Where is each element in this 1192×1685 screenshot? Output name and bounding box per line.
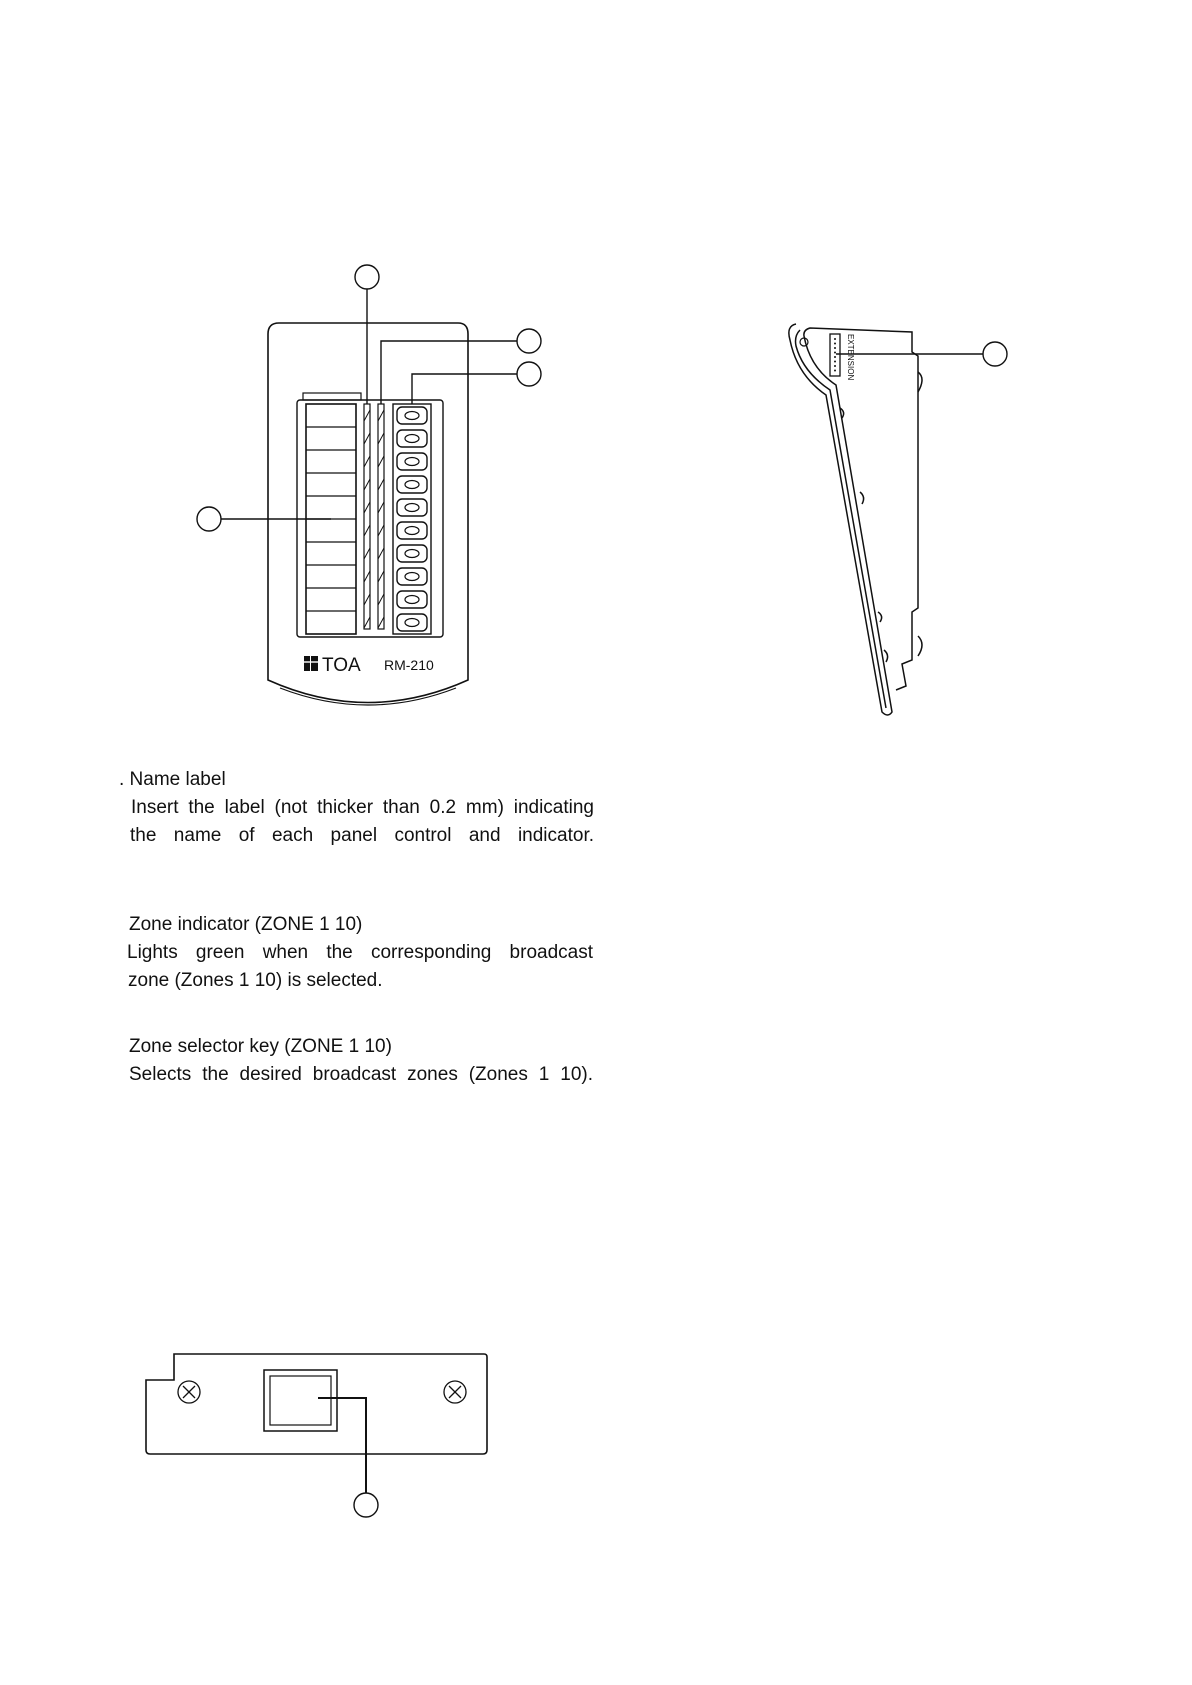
description-title: Zone indicator (ZONE 1 10)	[129, 914, 363, 935]
zone-key-cap	[405, 481, 419, 489]
callout-circle-left	[197, 507, 221, 531]
zone-selector-key	[397, 614, 427, 631]
connector-pin	[834, 370, 836, 372]
zone-indicator-led	[364, 410, 370, 421]
zone-indicator-led	[378, 410, 384, 421]
callout-leader-right-upper	[381, 341, 517, 404]
connector-pin	[834, 343, 836, 345]
toa-logo	[304, 656, 318, 671]
zone-key-cap	[405, 412, 419, 420]
zone-key-cap	[405, 504, 419, 512]
side-screw-bottom	[918, 636, 922, 656]
zone-key-cap	[405, 527, 419, 535]
extension-connector-pins	[834, 338, 836, 372]
zone-indicator-led	[378, 594, 384, 605]
description-line: Selects the desired broadcast zones (Zones 1 10).	[129, 1064, 593, 1085]
zone-indicator-led	[378, 525, 384, 536]
callout-circle-rear	[354, 1493, 378, 1517]
zone-selector-key	[397, 545, 427, 562]
connector-pin	[834, 356, 836, 358]
zone-key-cap	[405, 619, 419, 627]
connector-pin	[834, 347, 836, 349]
side-panel-inner-edge	[796, 330, 887, 708]
side-callout	[836, 342, 1007, 366]
zone-indicator-led	[378, 571, 384, 582]
zone-key-cap	[405, 435, 419, 443]
front-panel-housing	[268, 323, 468, 703]
model-text: RM-210	[384, 657, 434, 673]
zone-key-cap	[405, 596, 419, 604]
rear-connector-outer	[264, 1370, 337, 1431]
callout-circle-side	[983, 342, 1007, 366]
side-boss-4	[884, 650, 888, 662]
zone-indicator-led	[364, 594, 370, 605]
zone-selector-key	[397, 499, 427, 516]
description-zone-selector	[129, 1033, 593, 1089]
callout-leader-rear	[318, 1398, 366, 1493]
rear-plate-outline	[146, 1354, 487, 1454]
description-title: . Name label	[119, 769, 226, 790]
connector-pin	[834, 365, 836, 367]
rear-screw-right	[444, 1381, 466, 1403]
zone-key-cap	[405, 573, 419, 581]
zone-indicator-led	[364, 433, 370, 444]
side-boss-2	[860, 492, 864, 504]
front-panel	[268, 323, 468, 705]
front-callouts	[197, 265, 541, 531]
description-line: zone (Zones 1 10) is selected.	[128, 970, 383, 991]
connector-pin	[834, 338, 836, 340]
description-zone-indicator	[127, 911, 593, 995]
zone-indicator-led	[378, 479, 384, 490]
connector-pin	[834, 361, 836, 363]
zone-selector-key	[397, 430, 427, 447]
description-name-label	[119, 766, 594, 850]
zone-indicator-led	[378, 617, 384, 628]
zone-indicator-led	[364, 571, 370, 582]
rear-connector-inner	[270, 1376, 331, 1425]
front-panel-tab	[303, 393, 361, 400]
zone-key-cap	[405, 550, 419, 558]
zone-indicator-led	[364, 617, 370, 628]
zone-selector-key	[397, 591, 427, 608]
zone-indicator-led	[378, 502, 384, 513]
rear-screw-left	[178, 1381, 200, 1403]
zone-selector-key	[397, 522, 427, 539]
description-line: Insert the label (not thicker than 0.2 mm) indicating	[131, 797, 594, 818]
callout-circle-right-lower	[517, 362, 541, 386]
description-line: Lights green when the corresponding broadcast	[127, 942, 593, 963]
zone-selector-key	[397, 476, 427, 493]
callout-circle-right-upper	[517, 329, 541, 353]
rear-callout	[318, 1398, 378, 1517]
rear-plate	[146, 1354, 487, 1454]
zone-key-cap	[405, 458, 419, 466]
zone-selector-keys	[397, 407, 427, 631]
description-title: Zone selector key (ZONE 1 10)	[129, 1036, 392, 1057]
extension-label: EXTENSION	[846, 334, 855, 381]
zone-indicator-led	[364, 479, 370, 490]
brand-text: TOA	[322, 655, 361, 676]
description-line: the name of each panel control and indicator.	[130, 825, 594, 846]
zone-selector-key	[397, 453, 427, 470]
callout-circle-top	[355, 265, 379, 289]
zone-indicator-leds	[364, 410, 384, 628]
zone-indicator-led	[364, 525, 370, 536]
zone-key-column	[393, 404, 431, 634]
zone-indicator-led	[364, 548, 370, 559]
side-panel	[789, 324, 922, 715]
side-boss-3	[878, 612, 882, 622]
zone-indicator-led	[378, 433, 384, 444]
connector-pin	[834, 352, 836, 354]
zone-indicator-led	[364, 502, 370, 513]
zone-indicator-led	[378, 456, 384, 467]
zone-selector-key	[397, 568, 427, 585]
zone-indicator-led	[378, 548, 384, 559]
zone-indicator-led	[364, 456, 370, 467]
zone-selector-key	[397, 407, 427, 424]
